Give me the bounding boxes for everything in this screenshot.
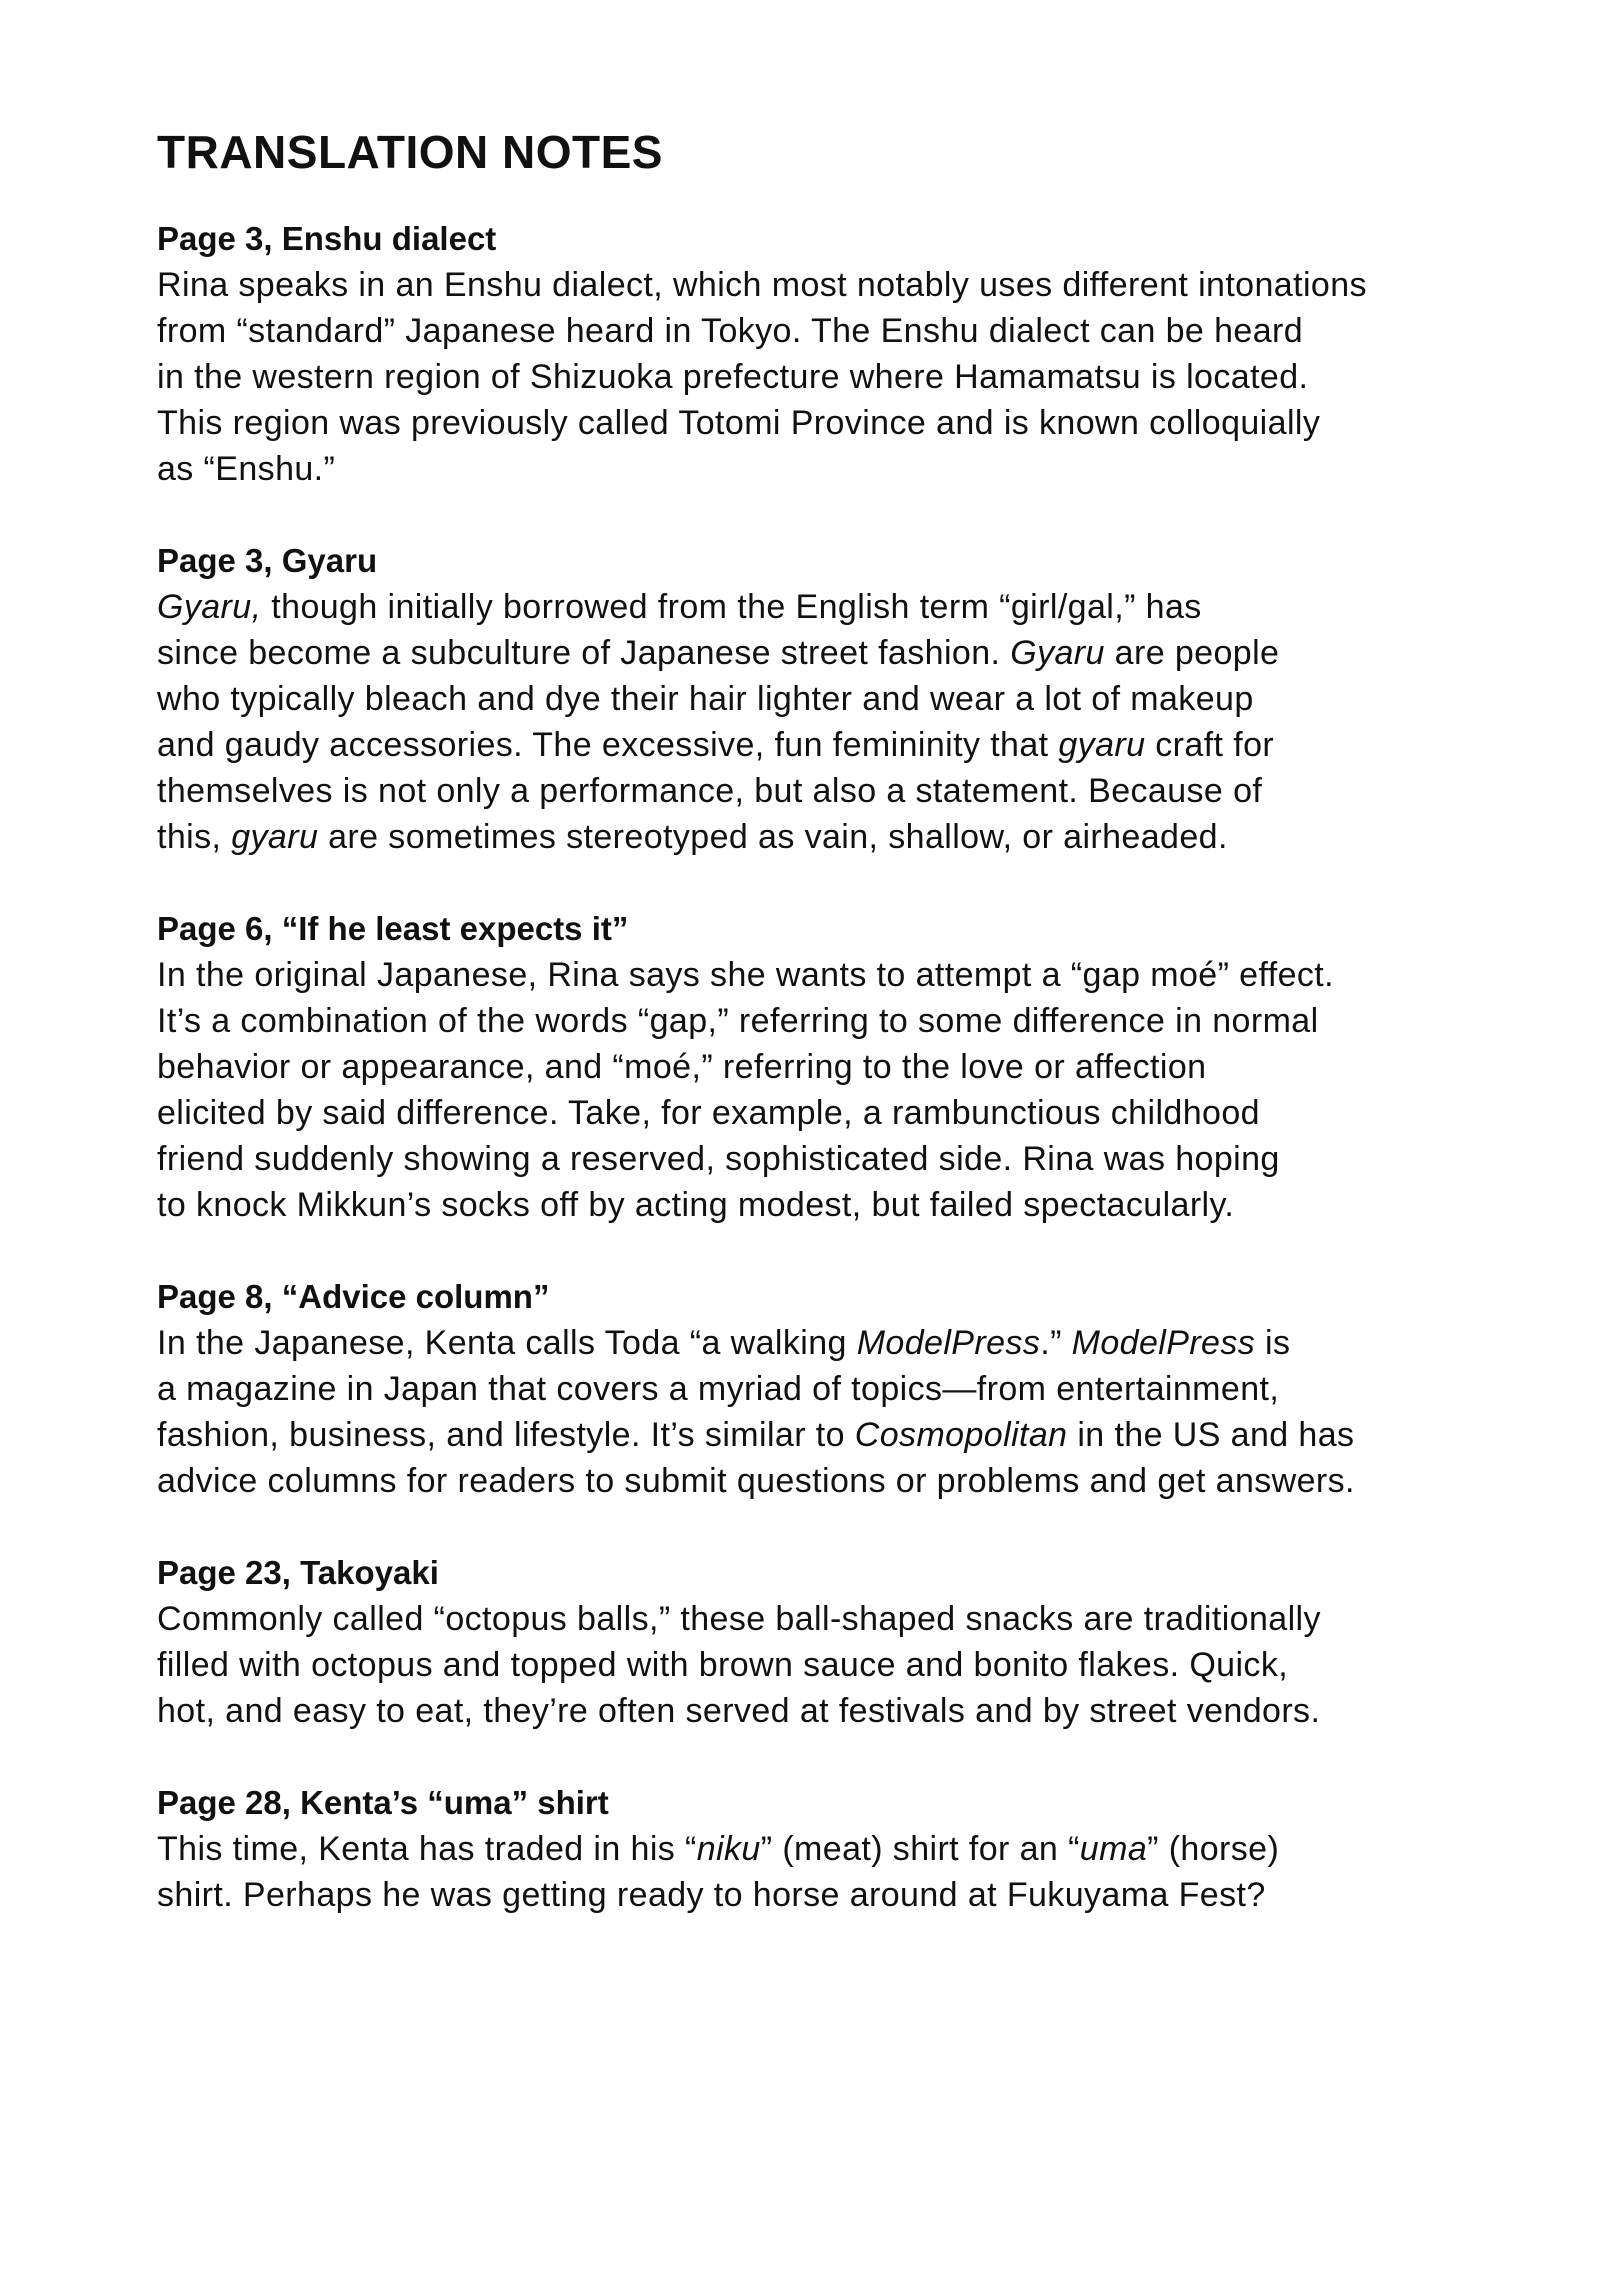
text-segment: hot, and easy to eat, they’re often served at festivals and by street vendors. xyxy=(157,1692,1321,1730)
italic-term: gyaru xyxy=(1058,726,1146,764)
note-body xyxy=(157,262,1487,492)
text-segment: is xyxy=(1255,1324,1291,1362)
text-segment: filled with octopus and topped with brown sauce and bonito flakes. Quick, xyxy=(157,1646,1289,1684)
note-line xyxy=(157,1136,1487,1182)
translation-note xyxy=(157,1550,1487,1734)
note-line xyxy=(157,1090,1487,1136)
note-line xyxy=(157,768,1487,814)
text-segment: This region was previously called Totomi Province and is known colloquially xyxy=(157,404,1321,442)
note-line xyxy=(157,400,1487,446)
text-segment: In the original Japanese, Rina says she wants to attempt a “gap moé” effect. xyxy=(157,956,1334,994)
text-segment: in the western region of Shizuoka prefecture where Hamamatsu is located. xyxy=(157,358,1309,396)
text-segment: to knock Mikkun’s socks off by acting modest, but failed spectacularly. xyxy=(157,1186,1235,1224)
note-line xyxy=(157,814,1487,860)
translation-note xyxy=(157,906,1487,1228)
text-segment: ” (horse) xyxy=(1147,1830,1280,1868)
text-segment: craft for xyxy=(1145,726,1275,764)
translation-note xyxy=(157,1780,1487,1918)
note-line xyxy=(157,1872,1487,1918)
italic-term: niku xyxy=(696,1830,761,1868)
text-segment: In the Japanese, Kenta calls Toda “a walking xyxy=(157,1324,857,1362)
text-segment: This time, Kenta has traded in his “ xyxy=(157,1830,697,1868)
note-line xyxy=(157,1320,1487,1366)
note-line xyxy=(157,584,1487,630)
text-segment: themselves is not only a performance, but also a statement. Because of xyxy=(157,772,1263,810)
text-segment: from “standard” Japanese heard in Tokyo. The Enshu dialect can be heard xyxy=(157,312,1304,350)
note-body xyxy=(157,1320,1487,1504)
note-heading: Page 3, Enshu dialect xyxy=(157,220,497,257)
note-line xyxy=(157,354,1487,400)
text-segment: It’s a combination of the words “gap,” referring to some difference in normal xyxy=(157,1002,1319,1040)
note-line xyxy=(157,262,1487,308)
note-line xyxy=(157,1458,1487,1504)
note-line xyxy=(157,1642,1487,1688)
note-body xyxy=(157,1826,1487,1918)
note-line xyxy=(157,1596,1487,1642)
note-heading: Page 6, “If he least expects it” xyxy=(157,910,629,947)
note-heading: Page 8, “Advice column” xyxy=(157,1278,550,1315)
text-segment: are people xyxy=(1104,634,1280,672)
text-segment: though initially borrowed from the English term “girl/gal,” has xyxy=(261,588,1202,626)
text-segment: a magazine in Japan that covers a myriad of topics—from entertainment, xyxy=(157,1370,1280,1408)
page-title: TRANSLATION NOTES xyxy=(157,126,663,178)
document-page xyxy=(157,124,1487,1964)
note-line xyxy=(157,1688,1487,1734)
note-line xyxy=(157,630,1487,676)
note-line xyxy=(157,1366,1487,1412)
italic-term: Gyaru xyxy=(1010,634,1105,672)
text-segment: friend suddenly showing a reserved, sophisticated side. Rina was hoping xyxy=(157,1140,1280,1178)
note-body xyxy=(157,1596,1487,1734)
note-line xyxy=(157,998,1487,1044)
text-segment: advice columns for readers to submit questions or problems and get answers. xyxy=(157,1462,1355,1500)
text-segment: Commonly called “octopus balls,” these ball-shaped snacks are traditionally xyxy=(157,1600,1321,1638)
note-line xyxy=(157,952,1487,998)
note-line xyxy=(157,1826,1487,1872)
note-body xyxy=(157,584,1487,860)
translation-note xyxy=(157,1274,1487,1504)
italic-term: uma xyxy=(1079,1830,1148,1868)
italic-term: Gyaru, xyxy=(157,588,262,626)
italic-term: ModelPress xyxy=(1071,1324,1256,1362)
text-segment: in the US and has xyxy=(1067,1416,1355,1454)
text-segment: elicited by said difference. Take, for example, a rambunctious childhood xyxy=(157,1094,1260,1132)
italic-term: gyaru xyxy=(231,818,319,856)
text-segment: shirt. Perhaps he was getting ready to horse around at Fukuyama Fest? xyxy=(157,1876,1266,1914)
text-segment: .” xyxy=(1040,1324,1072,1362)
text-segment: this, xyxy=(157,818,232,856)
note-body xyxy=(157,952,1487,1228)
note-line xyxy=(157,722,1487,768)
text-segment: fashion, business, and lifestyle. It’s similar to xyxy=(157,1416,855,1454)
translation-note xyxy=(157,538,1487,860)
text-segment: who typically bleach and dye their hair lighter and wear a lot of makeup xyxy=(157,680,1254,718)
text-segment: as “Enshu.” xyxy=(157,450,336,488)
note-heading: Page 28, Kenta’s “uma” shirt xyxy=(157,1784,609,1821)
text-segment: since become a subculture of Japanese street fashion. xyxy=(157,634,1011,672)
italic-term: Cosmopolitan xyxy=(854,1416,1068,1454)
text-segment: are sometimes stereotyped as vain, shallow, or airheaded. xyxy=(318,818,1228,856)
text-segment: Rina speaks in an Enshu dialect, which most notably uses different intonations xyxy=(157,266,1367,304)
note-line xyxy=(157,308,1487,354)
note-heading: Page 23, Takoyaki xyxy=(157,1554,439,1591)
note-line xyxy=(157,1412,1487,1458)
notes-list xyxy=(157,216,1487,1918)
text-segment: behavior or appearance, and “moé,” referring to the love or affection xyxy=(157,1048,1207,1086)
text-segment: ” (meat) shirt for an “ xyxy=(760,1830,1080,1868)
note-line xyxy=(157,446,1487,492)
note-line xyxy=(157,1182,1487,1228)
note-line xyxy=(157,1044,1487,1090)
note-heading: Page 3, Gyaru xyxy=(157,542,378,579)
note-line xyxy=(157,676,1487,722)
italic-term: ModelPress xyxy=(856,1324,1041,1362)
translation-note xyxy=(157,216,1487,492)
text-segment: and gaudy accessories. The excessive, fun femininity that xyxy=(157,726,1059,764)
